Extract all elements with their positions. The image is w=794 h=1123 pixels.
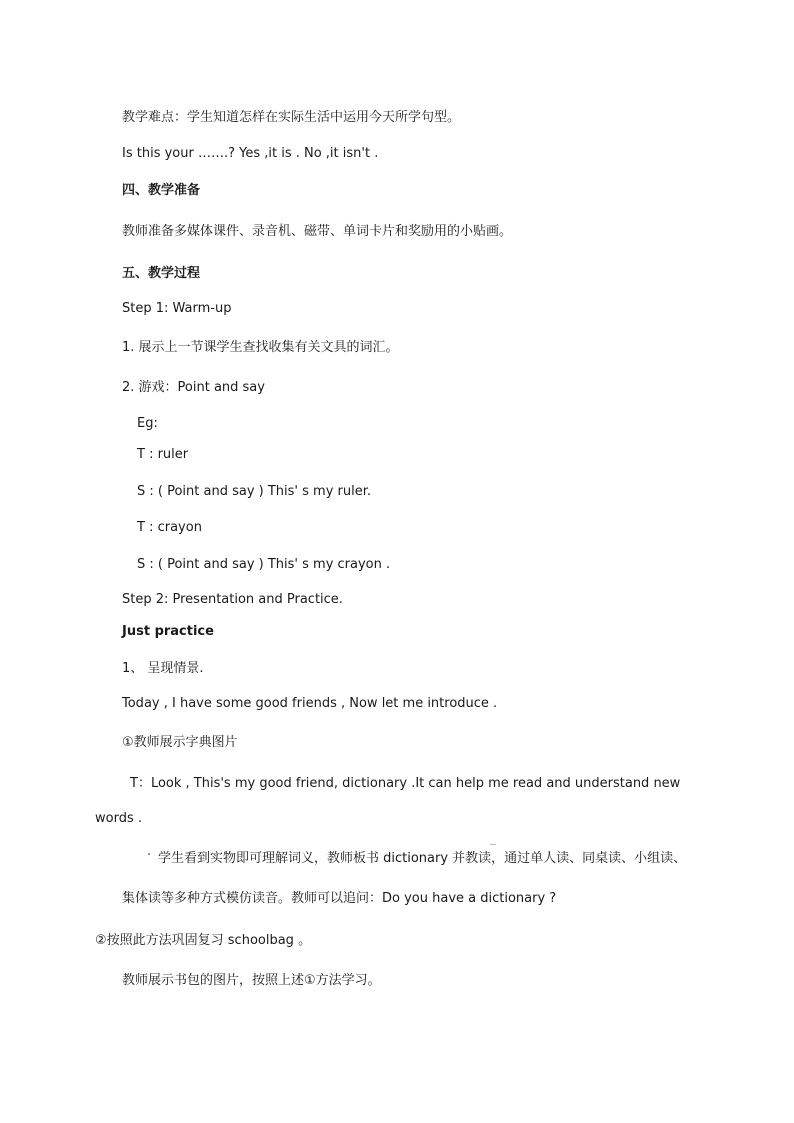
dialogue-student-ruler: S : ( Point and say ) This' s my ruler.: [137, 484, 372, 499]
dialogue-teacher-crayon: T : crayon: [137, 520, 202, 535]
preparation-text: 教师准备多媒体课件、录音机、磁带、单词卡片和奖励用的小贴画。: [122, 224, 513, 239]
teaching-difficulty-line: 教学难点：学生知道怎样在实际生活中运用今天所学句型。: [122, 110, 461, 125]
words-line: words .: [95, 811, 142, 826]
section-heading-preparation: 四、教学准备: [122, 183, 201, 198]
stray-mark: [490, 844, 496, 845]
dictionary-step: ①教师展示字典图片: [122, 735, 238, 750]
schoolbag-picture-line: 教师展示书包的图片，按照上述①方法学习。: [122, 973, 381, 988]
stray-dot: [148, 853, 150, 855]
section-heading-process: 五、教学过程: [122, 266, 201, 281]
step1-item1: 1. 展示上一节课学生查找收集有关文具的词汇。: [122, 340, 399, 355]
sentence-pattern-line: Is this your …….? Yes ,it is . No ,it isn't .: [122, 146, 379, 161]
follow-up-question-line: 集体读等多种方式模仿读音。教师可以追问：Do you have a dictionary ?: [122, 891, 557, 906]
just-practice-heading: Just practice: [122, 624, 214, 639]
step1-item2: 2. 游戏：Point and say: [122, 380, 265, 395]
reading-methods-line: 学生看到实物即可理解词义，教师板书 dictionary 并教读，通过单人读、同桌读、小组读、: [158, 851, 687, 866]
step2-heading: Step 2: Presentation and Practice.: [122, 592, 343, 607]
example-label: Eg:: [137, 416, 158, 431]
dialogue-student-crayon: S : ( Point and say ) This' s my crayon .: [137, 557, 391, 572]
step1-heading: Step 1: Warm-up: [122, 301, 232, 316]
dialogue-teacher-ruler: T : ruler: [137, 447, 189, 462]
schoolbag-review-line: ②按照此方法巩固复习 schoolbag 。: [95, 933, 312, 948]
practice-item1: 1、 呈现情景.: [122, 661, 204, 676]
teacher-dictionary-line: T：Look , This's my good friend, dictionary .It can help me read and understand new: [130, 776, 681, 791]
intro-sentence: Today , I have some good friends , Now let me introduce .: [122, 696, 498, 711]
